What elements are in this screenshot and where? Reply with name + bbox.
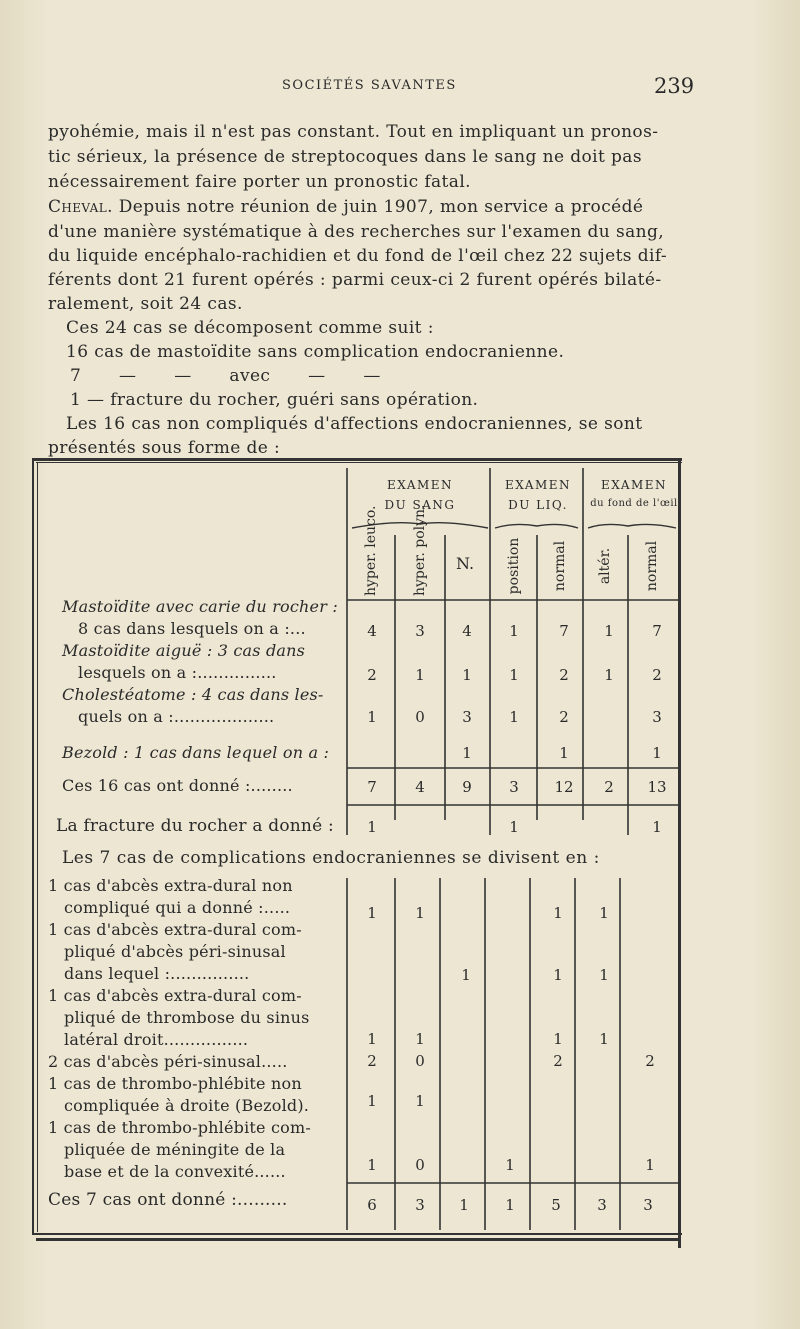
body-text: Depuis notre réunion de juin 1907, mon service a procédé [112, 197, 644, 217]
body-line: ralement, soit 24 cas. [48, 294, 243, 314]
table-cell: 1 [652, 744, 662, 762]
row-label-s2: pliqué d'abcès péri-sinusal [64, 942, 286, 961]
table-cell: 0 [415, 1156, 425, 1174]
total7-cell: 5 [551, 1196, 561, 1214]
total7-cell: 6 [367, 1196, 377, 1214]
row-label-s2: 1 cas d'abcès extra-dural com- [48, 986, 302, 1005]
total16-cell: 2 [604, 778, 614, 796]
page-number: 239 [654, 74, 695, 98]
group-header-csf [494, 478, 582, 512]
row-label-s2: base et de la convexité...... [64, 1162, 286, 1181]
table-cell: 7 [652, 622, 662, 640]
row-label-s2: 1 cas de thrombo-phlébite com- [48, 1118, 311, 1137]
row-label-bezold [62, 743, 329, 762]
total16-cell: 12 [554, 778, 574, 796]
group-header-line1: EXAMEN [504, 478, 572, 492]
table-cell: 1 [599, 1030, 609, 1048]
table-cell: 1 [509, 622, 519, 640]
table-cell: 1 [415, 904, 425, 922]
col-header-alter: altér. [597, 547, 613, 585]
total16-cell: 3 [509, 778, 519, 796]
table-cell: 2 [559, 708, 569, 726]
table-cell: 1 [415, 1030, 425, 1048]
table-cell: 1 [645, 1156, 655, 1174]
group-header-line2: DU SANG [384, 498, 456, 512]
table-cell: 1 [509, 708, 519, 726]
table-cell: 3 [652, 708, 662, 726]
total16-cell: 9 [462, 778, 472, 796]
row-label-fracture: La fracture du rocher a donné : [56, 816, 334, 836]
row-label-s2: 1 cas d'abcès extra-dural non [48, 876, 293, 895]
col-header-position: position [506, 537, 522, 595]
table-cell: 1 [367, 1156, 377, 1174]
body-line: tic sérieux, la présence de streptocoques dans le sang ne doit pas [48, 147, 642, 167]
row-label-cholest-2: quels on a :................... [78, 707, 275, 726]
table-cell: 1 [367, 1030, 377, 1048]
body-line: Les 16 cas non compliqués d'affections endocraniennes, se sont [66, 414, 643, 434]
table-cell: 1 [367, 904, 377, 922]
group-header-line1: EXAMEN [600, 478, 668, 492]
table-cell: 7 [559, 622, 569, 640]
fracture-cell: 1 [509, 818, 519, 836]
table-cell: 1 [415, 1092, 425, 1110]
body-line: 16 cas de mastoïdite sans complication endocranienne. [66, 342, 565, 362]
col-header-hyper-leuco: hyper. leuco. [363, 505, 379, 596]
table-cell: 4 [462, 622, 472, 640]
table-cell: 1 [509, 666, 519, 684]
body-line: d'une manière systématique à des recherches sur l'examen du sang, [48, 222, 665, 242]
table-cell: 2 [645, 1052, 655, 1070]
table-cell: 0 [415, 708, 425, 726]
row-label-s2: 2 cas d'abcès péri-sinusal..... [48, 1052, 288, 1071]
table-cell: 2 [553, 1052, 563, 1070]
running-title: SOCIÉTÉS SAVANTES [282, 78, 457, 93]
body-line: présentés sous forme de : [48, 438, 281, 458]
table-cell: 2 [652, 666, 662, 684]
total7-cell: 3 [597, 1196, 607, 1214]
table-cell: 4 [367, 622, 377, 640]
table-cell: 1 [415, 666, 425, 684]
body-line: du liquide encéphalo-rachidien et du fond de l'œil chez 22 sujets dif- [48, 246, 668, 266]
body-line: pyohémie, mais il n'est pas constant. Tout en impliquant un pronos- [48, 122, 659, 142]
row-label-s2: 1 cas de thrombo-phlébite non [48, 1074, 302, 1093]
row-label-s2: latéral droit................ [64, 1030, 249, 1049]
table-cell: 1 [367, 708, 377, 726]
body-line: férents dont 21 furent opérés : parmi ceux-ci 2 furent opérés bilaté- [48, 270, 662, 290]
row-label-total7: Ces 7 cas ont donné :......... [48, 1190, 288, 1210]
row-label-text: Mastoïdite aiguë : 3 cas dans [62, 641, 306, 660]
row-label-s2: pliqué de thrombose du sinus [64, 1008, 310, 1027]
col-header-normal-fundus: normal [644, 540, 660, 592]
total16-cell: 7 [367, 778, 377, 796]
table-cell: 2 [367, 666, 377, 684]
fracture-cell: 1 [652, 818, 662, 836]
table-cell: 1 [367, 1092, 377, 1110]
row-label-text: Cholestéatome : 4 cas dans les- [62, 685, 324, 704]
fracture-cell: 1 [367, 818, 377, 836]
section2-intro: Les 7 cas de complications endocraniennes se divisent en : [62, 848, 600, 868]
table-cell: 1 [462, 744, 472, 762]
total16-cell: 13 [647, 778, 667, 796]
table-cell: 1 [553, 904, 563, 922]
table-cell: 1 [505, 1156, 515, 1174]
row-label-s2: 1 cas d'abcès extra-dural com- [48, 920, 302, 939]
table-cell: 1 [462, 666, 472, 684]
row-label-total16: Ces 16 cas ont donné :........ [62, 776, 293, 795]
total16-cell: 4 [415, 778, 425, 796]
body-line: 1 — fracture du rocher, guéri sans opération. [70, 390, 479, 410]
col-header-n: N. [456, 554, 475, 573]
table-cell: 0 [415, 1052, 425, 1070]
body-line: 7 — — avec — — [70, 366, 381, 386]
table-cell: 1 [604, 666, 614, 684]
col-header-normal-liq: normal [552, 540, 568, 592]
group-header-line2: DU LIQ. [508, 498, 568, 512]
table-cell: 1 [553, 966, 563, 984]
total7-cell: 1 [459, 1196, 469, 1214]
table-cell: 2 [559, 666, 569, 684]
total7-cell: 1 [505, 1196, 515, 1214]
group-header-line1: EXAMEN [386, 478, 454, 492]
row-label-cholest-1 [62, 685, 324, 704]
total7-cell: 3 [643, 1196, 653, 1214]
table-cell: 1 [599, 904, 609, 922]
body-line: Ces 24 cas se décomposent comme suit : [66, 318, 434, 338]
table-cell: 1 [604, 622, 614, 640]
row-label-s2: dans lequel :............... [64, 964, 250, 983]
table-cell: 1 [559, 744, 569, 762]
table-cell: 1 [599, 966, 609, 984]
row-label-s2: compliquée à droite (Bezold). [64, 1096, 310, 1115]
row-label-carie-2: 8 cas dans lesquels on a :... [78, 619, 306, 638]
row-label-carie-1: Mastoïdite avec carie du rocher : [62, 597, 338, 616]
row-label-s2: compliqué qui a donné :..... [64, 898, 291, 917]
body-line: nécessairement faire porter un pronostic fatal. [48, 172, 471, 192]
row-label-aigue-1 [62, 641, 305, 660]
table-cell: 3 [462, 708, 472, 726]
table-cell: 1 [461, 966, 471, 984]
row-label-s2: pliquée de méningite de la [64, 1140, 286, 1159]
row-label-text: Bezold : 1 cas dans lequel on a : [62, 743, 330, 762]
group-header-fundus [586, 478, 682, 509]
col-header-hyper-polyn: hyper. polyn. [412, 504, 428, 596]
row-label-aigue-2: lesquels on a :............... [78, 663, 277, 682]
speaker-name: Cheval. [48, 197, 113, 217]
table-cell: 2 [367, 1052, 377, 1070]
group-header-line2: du fond de l'œil [590, 498, 678, 509]
table-cell: 1 [553, 1030, 563, 1048]
table-cell: 3 [415, 622, 425, 640]
total7-cell: 3 [415, 1196, 425, 1214]
